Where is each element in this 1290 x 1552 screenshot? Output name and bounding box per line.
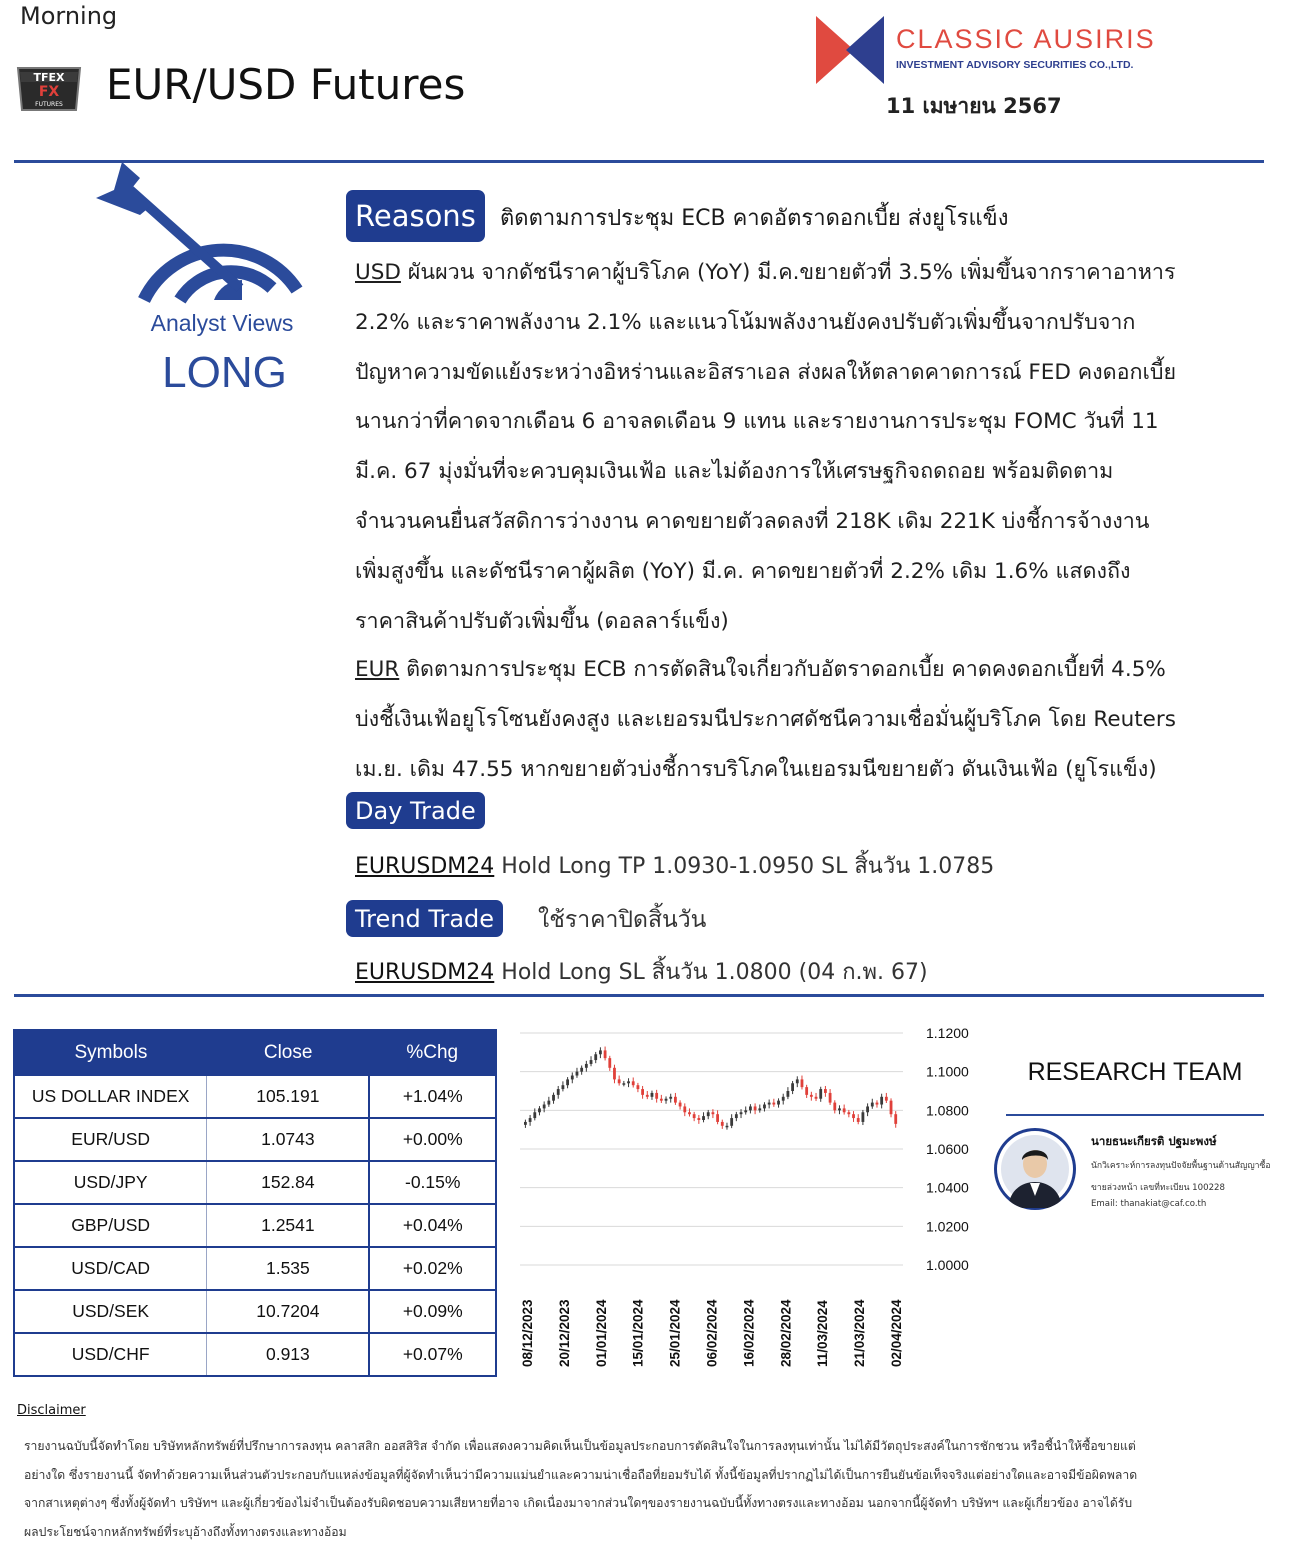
candle-body: [665, 1099, 668, 1101]
candle-body: [594, 1054, 597, 1060]
eur-line: เม.ย. เดิม 47.55 หากขยายตัวบ่งชี้การบริโภคในเยอรมนีขยายตัว ดันเงินเฟ้อ (ยูโรแข็ง): [355, 756, 1157, 782]
candle-body: [538, 1108, 541, 1112]
candle-body: [716, 1114, 719, 1122]
analyst-position: นักวิเคราะห์การลงทุนปัจจัยพื้นฐานด้านสัญญาซื้อ: [1091, 1161, 1271, 1171]
research-divider: [1006, 1114, 1264, 1116]
candle-body: [590, 1060, 593, 1064]
candle-body: [547, 1101, 550, 1105]
table-row: [14, 1247, 496, 1290]
candle-body: [608, 1058, 611, 1068]
usd-line: 2.2% และราคาพลังงาน 2.1% และแนวโน้มพลังงานยังคงปรับตัวเพิ่มขึ้นจากปรับจาก: [355, 309, 1136, 335]
trend-trade-headline: ใช้ราคาปิดสิ้นวัน: [538, 907, 707, 933]
trend-trade-text: Hold Long SL สิ้นวัน 1.0800 (04 ก.พ. 67): [494, 960, 928, 985]
col-header-chg: %Chg: [369, 1030, 496, 1075]
candle-body: [787, 1091, 790, 1097]
day-trade-line: [355, 848, 994, 883]
candle-body: [824, 1089, 827, 1093]
candle-body: [843, 1108, 846, 1112]
candle-body: [894, 1114, 897, 1124]
analyst-email[interactable]: Email: thanakiat@caf.co.th: [1091, 1199, 1207, 1209]
disclaimer-line: รายงานฉบับนี้จัดทำโดย บริษัทหลักทรัพย์ที่ปรึกษาการลงทุน คลาสสิก ออสสิริส จำกัด เพื่อแสดงความคิดเห็นเป็นข้อมูลประกอบการตัดสินใจในการลงทุนเท่านั้น ไม่ได้มีวัตถุประสงค์ในการชักชวน หรือชี้นำให้ซื้อขายแต่: [24, 1439, 1136, 1453]
usd-line: จำนวนคนยื่นสวัสดิการว่างงาน คาดขยายตัวลดลงที่ 218K เดิม 221K บ่งชี้การจ้างงาน: [355, 508, 1150, 534]
candle-body: [833, 1103, 836, 1111]
candle-body: [702, 1116, 705, 1120]
day-trade-text: Hold Long TP 1.0930-1.0950 SL สิ้นวัน 1.0785: [494, 854, 995, 879]
col-header-close: Close: [207, 1030, 370, 1075]
candle-body: [885, 1097, 888, 1101]
chg-cell: -0.15%: [369, 1161, 496, 1204]
close-cell: 152.84: [207, 1161, 370, 1204]
candle-body: [576, 1072, 579, 1076]
usd-paragraph: [355, 248, 1265, 646]
y-tick-label: 1.0000: [926, 1257, 969, 1273]
page-title: EUR/USD Futures: [106, 60, 466, 109]
table-row: [14, 1075, 496, 1118]
chg-cell: +1.04%: [369, 1075, 496, 1118]
table-row: [14, 1204, 496, 1247]
candle-body: [637, 1085, 640, 1089]
research-team-title: RESEARCH TEAM: [1027, 1058, 1243, 1086]
y-tick-label: 1.1200: [926, 1025, 969, 1041]
candle-body: [524, 1122, 527, 1125]
candle-body: [847, 1112, 850, 1114]
reasons-tag: Reasons: [346, 190, 485, 242]
eur-paragraph: [355, 645, 1265, 794]
disclaimer-title: Disclaimer: [17, 1403, 86, 1418]
candle-body: [613, 1068, 616, 1080]
symbol-cell: EUR/USD: [14, 1118, 207, 1161]
tfex-logo-text: TFEX: [33, 71, 65, 84]
close-cell: 105.191: [207, 1075, 370, 1118]
price-chart: [510, 1015, 990, 1375]
symbol-cell: USD/CHF: [14, 1333, 207, 1376]
close-cell: 0.913: [207, 1333, 370, 1376]
candle-body: [857, 1118, 860, 1122]
candle-body: [571, 1076, 574, 1080]
candle-body: [810, 1095, 813, 1097]
usd-line: นานกว่าที่คาดจากเดือน 6 อาจลดเดือน 9 แทน และรายงานการประชุม FOMC วันที่ 11: [355, 409, 1159, 435]
candle-body: [772, 1103, 775, 1105]
candle-body: [585, 1064, 588, 1068]
trend-trade-line: [355, 954, 928, 989]
candle-body: [777, 1101, 780, 1105]
candle-body: [674, 1097, 677, 1103]
position-label: LONG: [162, 348, 287, 397]
eur-line-text: ติดตามการประชุม ECB การตัดสินใจเกี่ยวกับอัตราดอกเบี้ย คาดคงดอกเบี้ยที่ 4.5%: [399, 657, 1166, 682]
trend-trade-tag: Trend Trade: [346, 900, 503, 937]
candle-body: [604, 1050, 607, 1058]
y-tick-label: 1.0800: [926, 1102, 969, 1119]
candle-body: [566, 1079, 569, 1085]
candle-body: [646, 1095, 649, 1097]
analyst-license: ขายล่วงหน้า เลขที่ทะเบียน 100228: [1091, 1183, 1225, 1193]
candle-body: [655, 1093, 658, 1099]
candle-body: [890, 1101, 893, 1115]
day-trade-symbol: EURUSDM24: [355, 854, 495, 879]
x-tick-label: 16/02/2024: [741, 1299, 757, 1367]
candle-body: [763, 1105, 766, 1109]
candle-body: [768, 1103, 771, 1105]
candle-body: [552, 1095, 555, 1101]
x-tick-label: 21/03/2024: [852, 1299, 868, 1367]
tfex-logo-fx: FX: [38, 84, 60, 100]
candle-body: [533, 1112, 536, 1118]
candle-body: [697, 1118, 700, 1120]
candle-body: [754, 1106, 757, 1110]
candle-body: [782, 1097, 785, 1101]
usd-line: มี.ค. 67 มุ่งมั่นที่จะควบคุมเงินเฟ้อ และไม่ต้องการให้เศรษฐกิจถดถอย พร้อมติดตาม: [355, 459, 1114, 485]
usd-line: เพิ่มสูงขึ้น และดัชนีราคาผู้ผลิต (YoY) มี.ค. คาดขยายตัวที่ 2.2% เดิม 1.6% แสดงถึง: [355, 558, 1131, 584]
candle-body: [721, 1122, 724, 1126]
candle-body: [805, 1087, 808, 1095]
candle-body: [669, 1097, 672, 1099]
brand-logo-icon: [814, 14, 886, 86]
person-photo-icon: [994, 1128, 1076, 1210]
chg-cell: +0.09%: [369, 1290, 496, 1333]
usd-line-text: ผันผวน จากดัชนีราคาผู้บริโภค (YoY) มี.ค.ขยายตัวที่ 3.5% เพิ่มขึ้นจากราคาอาหาร: [400, 260, 1176, 285]
x-tick-label: 01/01/2024: [593, 1299, 609, 1367]
candle-body: [651, 1093, 654, 1097]
candle-body: [712, 1112, 715, 1114]
close-cell: 1.535: [207, 1247, 370, 1290]
candle-body: [707, 1112, 710, 1116]
eur-label: EUR: [355, 657, 400, 682]
candle-body: [622, 1083, 625, 1085]
candle-body: [529, 1118, 532, 1122]
candle-body: [735, 1114, 738, 1118]
candle-body: [866, 1106, 869, 1112]
candle-body: [838, 1108, 841, 1110]
candle-body: [791, 1083, 794, 1091]
analyst-views-label: Analyst Views: [150, 310, 294, 336]
usd-line: [355, 248, 1265, 298]
candle-body: [749, 1106, 752, 1110]
close-cell: 1.0743: [207, 1118, 370, 1161]
usd-label: USD: [355, 260, 401, 285]
table-row: [14, 1118, 496, 1161]
analyst-avatar: [994, 1128, 1076, 1210]
candle-body: [815, 1097, 818, 1099]
candle-body: [693, 1114, 696, 1118]
disclaimer-text: [24, 1432, 1259, 1546]
candle-body: [660, 1099, 663, 1101]
candle-body: [758, 1108, 761, 1110]
candle-body: [641, 1089, 644, 1095]
x-tick-label: 28/02/2024: [778, 1299, 794, 1367]
y-tick-label: 1.1000: [926, 1063, 969, 1080]
symbol-cell: USD/CAD: [14, 1247, 207, 1290]
y-tick-label: 1.0600: [926, 1141, 969, 1157]
table-row: [14, 1161, 496, 1204]
candle-body: [740, 1112, 743, 1114]
disclaimer-line: ผลประโยชน์จากหลักทรัพย์ที่ระบุอ้างถึงทั้งทางตรงและทางอ้อม: [24, 1524, 347, 1539]
candle-body: [730, 1118, 733, 1126]
candle-body: [627, 1081, 630, 1083]
x-tick-label: 20/12/2023: [556, 1299, 572, 1367]
symbol-cell: GBP/USD: [14, 1204, 207, 1247]
mid-divider: [14, 994, 1264, 997]
session-label: Morning: [20, 2, 118, 30]
target-arrow-icon: [92, 160, 307, 310]
chg-cell: +0.04%: [369, 1204, 496, 1247]
tfex-logo: [14, 64, 84, 114]
y-tick-label: 1.0400: [926, 1179, 969, 1196]
brand-subtitle: INVESTMENT ADVISORY SECURITIES CO.,LTD.: [896, 59, 1134, 71]
candle-body: [871, 1103, 874, 1107]
symbol-cell: USD/JPY: [14, 1161, 207, 1204]
candle-body: [819, 1089, 822, 1099]
eur-line: บ่งชี้เงินเฟ้อยูโรโซนยังคงสูง และเยอรมนีประกาศดัชนีความเชื่อมั่นผู้บริโภค โดย Reuters: [355, 706, 1176, 732]
disclaimer-line: จากสาเหตุต่างๆ ซึ่งทั้งผู้จัดทำ บริษัทฯ และผู้เกี่ยวข้องไม่จำเป็นต้องรับผิดชอบความเสียหายที่อาจ เกิดเนื่องมาจากส่วนใดๆของรายงานฉบับนี้ทั้งทางตรงและทางอ้อม นอกจากนี้ผู้จัดทำ บริษัทฯ และผู้เกี่ยวข้อง อาจได้รับ: [24, 1496, 1133, 1510]
x-tick-label: 15/01/2024: [630, 1299, 646, 1367]
trend-trade-symbol: EURUSDM24: [355, 960, 495, 985]
candle-body: [862, 1112, 865, 1122]
table-header-row: [14, 1030, 496, 1075]
candle-body: [852, 1114, 855, 1118]
candle-body: [562, 1085, 565, 1089]
close-cell: 10.7204: [207, 1290, 370, 1333]
candle-body: [876, 1103, 879, 1105]
candle-body: [679, 1103, 682, 1107]
report-date: 11 เมษายน 2567: [886, 94, 1062, 118]
candle-body: [688, 1112, 691, 1114]
candle-body: [880, 1097, 883, 1105]
col-header-symbols: Symbols: [14, 1030, 207, 1075]
x-tick-label: 06/02/2024: [704, 1299, 720, 1367]
symbol-cell: US DOLLAR INDEX: [14, 1075, 207, 1118]
candle-body: [557, 1089, 560, 1095]
usd-line: ราคาสินค้าปรับตัวเพิ่มขึ้น (ดอลลาร์แข็ง): [355, 608, 729, 634]
quotes-table: [13, 1029, 497, 1377]
tfex-logo-futures: FUTURES: [35, 101, 63, 108]
close-cell: 1.2541: [207, 1204, 370, 1247]
usd-line: ปัญหาความขัดแย้งระหว่างอิหร่านและอิสราเอล ส่งผลให้ตลาดคาดการณ์ FED คงดอกเบี้ย: [355, 359, 1177, 385]
candle-body: [618, 1079, 621, 1083]
y-tick-label: 1.0200: [926, 1218, 969, 1235]
brand-name: CLASSIC AUSIRIS: [896, 24, 1156, 54]
chg-cell: +0.02%: [369, 1247, 496, 1290]
candle-body: [683, 1106, 686, 1112]
candle-body: [796, 1079, 799, 1083]
chg-cell: +0.07%: [369, 1333, 496, 1376]
x-tick-label: 08/12/2023: [520, 1299, 535, 1367]
eur-line: [355, 645, 1265, 695]
candle-body: [599, 1050, 602, 1054]
x-tick-label: 11/03/2024: [815, 1300, 831, 1367]
disclaimer-line: อย่างใด ซึ่งรายงานนี้ จัดทำด้วยความเห็นส่วนตัวประกอบกับแหล่งข้อมูลที่ผู้จัดทำเห็นว่ามีความแม่นยำและความน่าเชื่อถือที่ยอมรับได้ ทั้งนี้ข้อมูลที่ปรากฏไม่ได้เป็นการยืนยันข้อเท็จจริงแต่อย่างใดและอาจมีข้อผิดพลาด: [24, 1467, 1138, 1482]
chg-cell: +0.00%: [369, 1118, 496, 1161]
table-row: [14, 1290, 496, 1333]
reasons-headline: ติดตามการประชุม ECB คาดอัตราดอกเบี้ย ส่งยูโรแข็ง: [500, 206, 1009, 231]
candle-body: [580, 1068, 583, 1072]
candle-body: [801, 1079, 804, 1087]
analyst-name: นายธนะเกียรติ ปฐมะพงษ์: [1091, 1134, 1217, 1148]
symbol-cell: USD/SEK: [14, 1290, 207, 1333]
candle-body: [829, 1093, 832, 1103]
candle-body: [543, 1105, 546, 1109]
candle-body: [744, 1110, 747, 1112]
table-row: [14, 1333, 496, 1376]
x-tick-label: 02/04/2024: [889, 1299, 904, 1367]
day-trade-tag: Day Trade: [346, 792, 485, 829]
x-tick-label: 25/01/2024: [667, 1299, 683, 1367]
candle-body: [726, 1126, 729, 1128]
candle-body: [632, 1081, 635, 1085]
